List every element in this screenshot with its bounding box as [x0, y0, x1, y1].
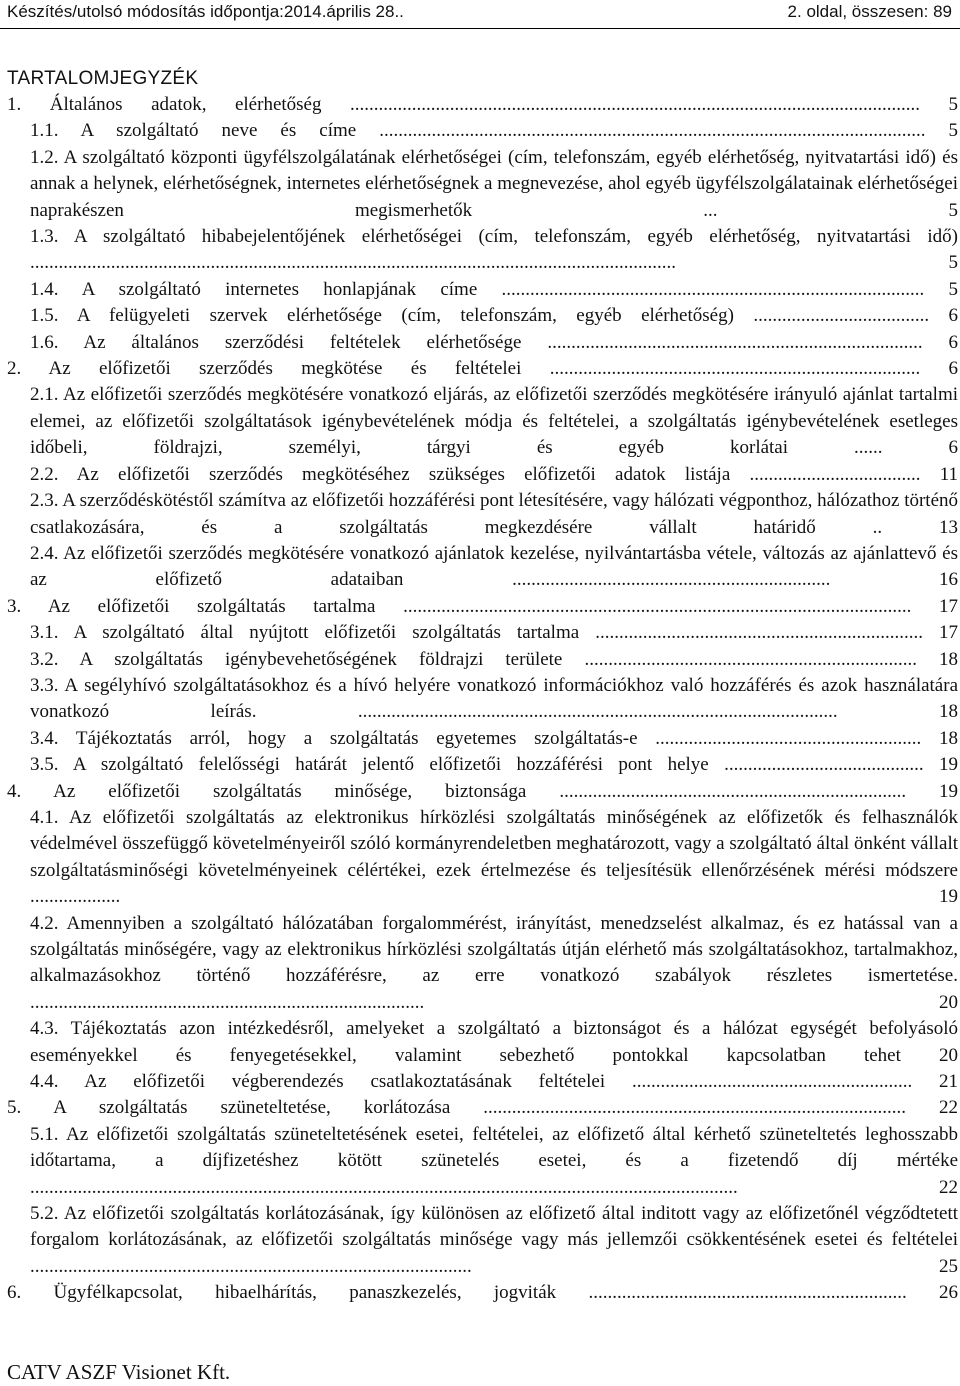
toc-entry-title: 1. Általános adatok, elérhetőség	[7, 94, 322, 115]
toc-entry[interactable]	[30, 805, 958, 911]
toc-leader-dots: ...........................................................................................................	[403, 595, 912, 617]
toc-entry-title: 3. Az előfizetői szolgáltatás tartalma	[7, 595, 376, 617]
toc-entry-title: 4.1. Az előfizetői szolgáltatás az elektronikus hírközlési szolgáltatás minőségének az előfizetők és felhasználók védelmével összefüggő követelményeiről szóló kormányrendeletben meghatározott, vagy a szolgáltató által önként vállalt szolgáltatásminőségi követelményeinek célértékei, ezek értelmezése és teljesítésük ellenőrzésének mérési módszere	[30, 806, 958, 881]
toc-entry-title: 1.5. A felügyeleti szervek elérhetősége (cím, telefonszám, egyéb elérhetőség)	[30, 305, 734, 327]
toc-entry[interactable]	[30, 752, 958, 778]
toc-page-number: 19	[939, 886, 958, 908]
toc-entry[interactable]	[7, 92, 958, 118]
toc-page-number: 6	[948, 437, 959, 459]
toc-entry-title: 6. Ügyfélkapcsolat, hibaelhárítás, panaszkezelés, jogviták	[7, 1282, 557, 1304]
toc-page-number: 19	[939, 780, 959, 802]
toc-leader-dots: .........................................................................................	[483, 1097, 907, 1119]
toc-entry[interactable]	[30, 726, 958, 752]
toc-leader-dots: .....................................................................	[595, 622, 923, 644]
toc-entry[interactable]	[30, 911, 958, 1017]
toc-entry-title: 1.4. A szolgáltató internetes honlapjának címe	[30, 278, 478, 300]
toc-entry-title: 1.2. A szolgáltató központi ügyfélszolgálatának elérhetőségei (cím, telefonszám, egyéb elérhetőség, nyitvatartási idő) és annak a helynek, elérhetőségnek, internetes elérhetőségnek a megnevezése, ahol egyéb ügyfélszolgálatainak elérhetőségei naprakészen megismerhetők	[30, 146, 958, 221]
toc-entry-title: 2.3. A szerződéskötéstől számítva az előfizetői hozzáférési pont létesítésére, vagy hálózati végponthoz, hálózathoz történő csatlakozására, és a szolgáltatás megkezdésére vállalt határidő	[30, 490, 959, 538]
toc-entry-title: 4.2. Amennyiben a szolgáltató hálózatában forgalommérést, irányítást, menedzselést alkalmaz, és ez hatással van a szolgáltatás minőségére, vagy az elektronikus hírközlési szolgáltatás útján elérhető más szolgáltatásokhoz, tartalmakhoz, alkalmazásokhoz történő hozzáférésre, az erre vonatkozó szabályok részletes ismertetése.	[30, 912, 958, 987]
toc-entry-title: 1.1. A szolgáltató neve és címe	[30, 120, 357, 142]
toc-page-number: 20	[939, 991, 958, 1013]
toc-leader-dots: .....................................	[753, 305, 930, 327]
toc-entry-title: 5. A szolgáltatás szüneteltetése, korlátozása	[7, 1097, 451, 1119]
toc-page-number: 11	[939, 463, 959, 485]
toc-leader-dots: .....................................................................................................................................................	[30, 1176, 738, 1198]
toc-leader-dots: ...........................................................	[631, 1071, 913, 1093]
toc-entry-title: 3.1. A szolgáltató által nyújtott előfizetői szolgáltatás tartalma	[30, 622, 580, 644]
toc-leader-dots: .........................................................................	[559, 780, 907, 802]
toc-entry[interactable]	[7, 594, 958, 620]
toc-page-number: 25	[939, 1255, 958, 1277]
toc-page-number: 18	[939, 701, 959, 723]
toc-entry[interactable]	[30, 620, 958, 646]
toc-leader-dots: ...	[703, 199, 718, 221]
toc-page-number: 19	[939, 754, 959, 776]
toc-page-number: 13	[939, 516, 959, 538]
toc-entry-title: 4.4. Az előfizetői végberendezés csatlakoztatásának feltételei	[30, 1071, 606, 1093]
toc-leader-dots: ....................................	[749, 463, 921, 485]
toc-page-number: 5	[948, 94, 959, 115]
toc-entry[interactable]	[30, 330, 958, 356]
toc-page-number: 6	[948, 331, 959, 353]
toc-entry[interactable]	[30, 1016, 958, 1069]
toc-entry[interactable]	[30, 277, 958, 303]
toc-entry-title: 2.1. Az előfizetői szerződés megkötésére vonatkozó eljárás, az előfizetői szerződés megkötésére irányuló ajánlat tartalmi elemei, az előfizetői szolgáltatások igénybevételének módja és feltételei, a szolgáltatás igénybevételének esetleges időbeli, földrajzi, személyi, tárgyi és egyéb korlátai	[30, 384, 958, 459]
toc-leader-dots: ..	[872, 516, 883, 538]
toc-page-number: 5	[948, 120, 958, 142]
toc-page-number: 20	[939, 1044, 959, 1066]
footer-company: CATV ASZF Visionet Kft.	[7, 1360, 231, 1384]
toc-leader-dots: .....................................................................................................	[357, 701, 838, 723]
toc-entry[interactable]	[30, 1069, 958, 1095]
toc-entry[interactable]	[30, 647, 958, 673]
toc-entry-title: 3.4. Tájékoztatás arról, hogy a szolgáltatás egyetemes szolgáltatás-e	[30, 727, 638, 749]
toc-leader-dots: ........................................................................................................................................	[30, 252, 676, 274]
toc-entry-title: 2. Az előfizetői szerződés megkötése és feltételei	[7, 358, 522, 380]
toc-page-number: 6	[948, 305, 959, 327]
toc-entry[interactable]	[30, 462, 958, 488]
page-counter: 2. oldal, összesen: 89	[787, 2, 952, 21]
toc-leader-dots: ........................................................	[655, 727, 922, 749]
toc-page-number: 5	[948, 199, 959, 221]
toc-entry-title: 1.3. A szolgáltató hibabejelentőjének elérhetőségei (cím, telefonszám, egyéb elérhetőség, nyitvatartási idő)	[30, 226, 958, 248]
toc-entry-title: 4. Az előfizetői szolgáltatás minősége, biztonsága	[7, 780, 527, 802]
toc-leader-dots: ........................................................................................................................	[350, 94, 920, 115]
toc-page-number: 17	[939, 595, 959, 617]
toc-entry[interactable]	[30, 303, 958, 329]
toc-leader-dots: ...............................................................................	[547, 331, 923, 353]
toc-entry-title: 1.6. Az általános szerződési feltételek elérhetősége	[30, 331, 522, 353]
toc-page-number: 5	[948, 252, 958, 274]
toc-page-number: 6	[948, 358, 959, 380]
toc-page-number: 26	[939, 1282, 959, 1304]
toc-entry[interactable]	[30, 673, 958, 726]
toc-page-number: 16	[939, 569, 958, 591]
toc-page-number: 22	[939, 1097, 959, 1119]
toc-leader-dots: ......	[854, 437, 883, 459]
toc-entry[interactable]	[7, 779, 958, 805]
page-header	[0, 0, 960, 29]
toc-leader-dots: ......................................................................	[584, 648, 917, 670]
toc-leader-dots: ...................................................................	[588, 1282, 907, 1304]
toc-page-number: 18	[939, 648, 958, 670]
toc-entry-title: 3.5. A szolgáltató felelősségi határát jelentő előfizetői hozzáférési pont helye	[30, 754, 709, 776]
toc-leader-dots: ...................................................................	[512, 569, 831, 591]
toc-leader-dots: ..............................................................................	[549, 358, 921, 380]
table-of-contents	[7, 92, 959, 1307]
toc-entry-title: 4.3. Tájékoztatás azon intézkedésről, amelyeket a szolgáltató a biztonságot és a hálózat egységét befolyásoló eseményekkel és fenyegetésekkel, valamint sebezhető pontokkal kapcsolatban tehet	[30, 1018, 958, 1066]
toc-entry[interactable]	[30, 382, 958, 461]
toc-page-number: 17	[939, 622, 959, 644]
toc-entry-title: 3.2. A szolgáltatás igénybevehetőségének földrajzi területe	[30, 648, 563, 670]
toc-entry[interactable]	[7, 356, 958, 382]
toc-entry-title: 2.2. Az előfizetői szerződés megkötéséhez szükséges előfizetői adatok listája	[30, 463, 731, 485]
toc-entry-title: 5.1. Az előfizetői szolgáltatás szüneteltetésének esetei, feltételei, az előfizető által kérhető szüneteltetés leghosszabb időtartama, a díjfizetéshez kötött szünetelés esetei, és a fizetendő díj mértéke	[30, 1123, 958, 1172]
toc-entry[interactable]	[30, 541, 958, 594]
toc-title: TARTALOMJEGYZÉK	[7, 68, 199, 89]
toc-entry[interactable]	[30, 1201, 958, 1280]
toc-entry[interactable]	[30, 118, 958, 144]
toc-entry[interactable]	[30, 488, 958, 541]
toc-entry-title: 2.4. Az előfizetői szerződés megkötésére vonatkozó ajánlatok kezelése, nyilvántartásba vétele, változás az ajánlattevő és az előfizető adataiban	[30, 542, 958, 591]
toc-entry[interactable]	[30, 1122, 958, 1201]
toc-entry[interactable]	[30, 145, 958, 224]
toc-entry[interactable]	[7, 1095, 958, 1121]
toc-entry-title: 3.3. A segélyhívó szolgáltatásokhoz és a hívó helyére vonatkozó információkhoz való hozzáférés és azok használatára vonatkozó leírás.	[30, 674, 958, 723]
toc-leader-dots: .............................................................................................	[30, 1255, 472, 1277]
toc-leader-dots: ...................................................................................................................	[379, 120, 926, 142]
toc-page-number: 18	[939, 727, 958, 749]
toc-leader-dots: .........................................................................................	[501, 278, 925, 300]
toc-page-number: 21	[939, 1071, 959, 1093]
toc-leader-dots: ...................................................................................	[30, 991, 425, 1013]
toc-page-number: 5	[948, 278, 959, 300]
toc-entry[interactable]	[7, 1280, 958, 1306]
toc-entry-title: 5.2. Az előfizetői szolgáltatás korlátozásának, így különösen az előfizető által inditott vagy az előfizetőnél végződtetett forgalom korlátozásának, az előfizetői szolgáltatás minősége vagy más jellemzői csökkentésének esetei és feltételei	[30, 1203, 958, 1251]
toc-entry[interactable]	[30, 224, 958, 277]
toc-leader-dots: ...................	[30, 886, 121, 908]
toc-leader-dots: ..........................................	[724, 754, 924, 776]
toc-page-number: 22	[939, 1176, 958, 1198]
modification-date: Készítés/utolsó módosítás időpontja:2014.április 28..	[7, 2, 404, 21]
